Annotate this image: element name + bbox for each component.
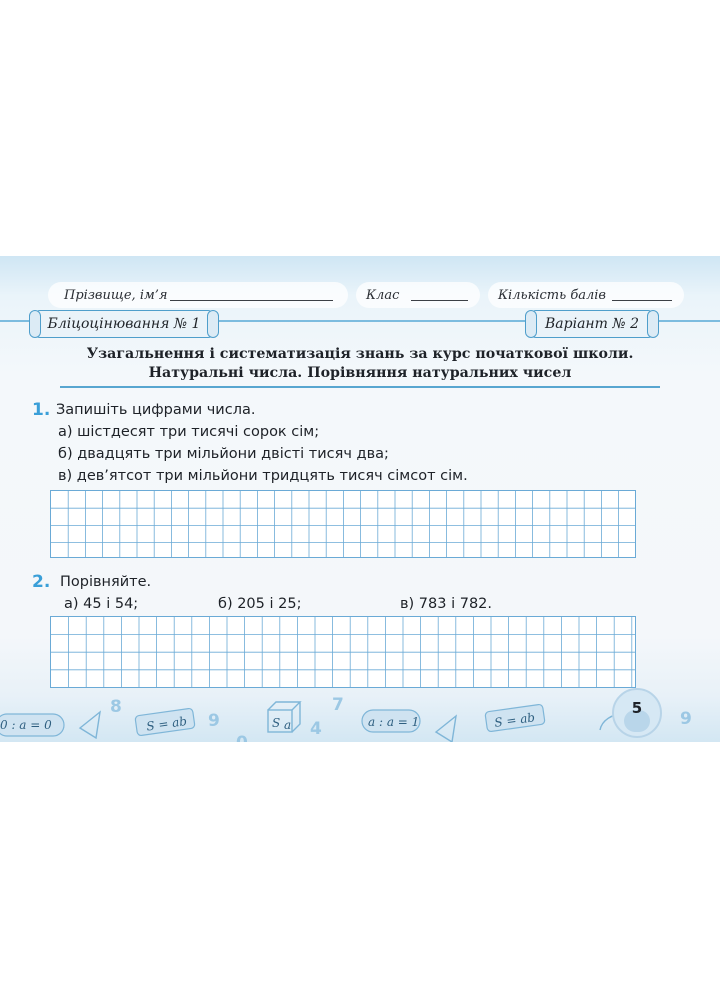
task-1-item-a: а) шістдесят три тисячі сорок сім; xyxy=(58,424,320,440)
grid-lines xyxy=(51,617,635,687)
worksheet-title-line-2: Натуральні числа. Порівняння натуральних чисел xyxy=(148,365,572,381)
decor-digit: 0 xyxy=(236,733,248,752)
grid-lines xyxy=(51,491,635,557)
decor-digit: 7 xyxy=(332,695,344,715)
task-1-item-b: б) двадцять три мільйони двісті тисяч два; xyxy=(58,446,389,462)
task-2-prompt: Порівняйте. xyxy=(60,574,152,590)
task-1-item-c: в) дев’ятсот три мільйони тридцять тисяч сімсот сім. xyxy=(58,468,468,484)
assessment-label: Бліцоцінювання № 1 xyxy=(47,316,201,332)
name-label: Прізвище, ім’я xyxy=(64,288,168,303)
variant-label: Варіант № 2 xyxy=(545,316,639,332)
score-answer-line[interactable] xyxy=(612,300,672,301)
page-number-badge xyxy=(612,688,662,738)
task-1-answer-grid[interactable] xyxy=(50,490,636,558)
cube-label-s: S xyxy=(272,716,281,730)
triangle-ruler-icon xyxy=(80,712,100,738)
scroll-curl-right xyxy=(207,310,219,338)
page-number: 5 xyxy=(631,699,643,717)
decor-digit: 8 xyxy=(110,697,122,717)
formula-zero-division: 0 : a = 0 xyxy=(0,718,52,732)
decor-digit: 9 xyxy=(680,709,692,729)
class-label: Клас xyxy=(366,288,400,303)
worksheet-title-line-1: Узагальнення і систематизація знань за курс початкової школи. xyxy=(86,346,634,362)
cube-label-a: a xyxy=(284,718,292,732)
task-2-answer-grid[interactable] xyxy=(50,616,636,688)
task-2-number: 2. xyxy=(32,572,51,592)
score-label: Кількість балів xyxy=(498,288,606,303)
variant-scroll xyxy=(530,310,654,338)
formula-self-division: a : a = 1 xyxy=(368,715,420,729)
formula-area-1: S = ab xyxy=(145,714,188,734)
name-answer-line[interactable] xyxy=(170,300,333,301)
task-1-prompt: Запишіть цифрами числа. xyxy=(56,402,256,418)
class-answer-line[interactable] xyxy=(411,300,468,301)
worksheet-page xyxy=(0,256,720,752)
formula-area-2: S = ab xyxy=(493,710,536,730)
decor-digit: 4 xyxy=(310,719,322,739)
assessment-scroll xyxy=(34,310,214,338)
decor-digit: 9 xyxy=(208,711,220,731)
task-1-number: 1. xyxy=(32,400,51,420)
task-2-item-a: а) 45 і 54; xyxy=(64,596,139,612)
scroll-curl-left xyxy=(525,310,537,338)
scroll-curl-left xyxy=(29,310,41,338)
title-underline xyxy=(60,386,660,388)
task-2-item-b: б) 205 і 25; xyxy=(218,596,302,612)
task-2-item-c: в) 783 і 782. xyxy=(400,596,493,612)
triangle-ruler-icon xyxy=(436,716,456,742)
scroll-curl-right xyxy=(647,310,659,338)
